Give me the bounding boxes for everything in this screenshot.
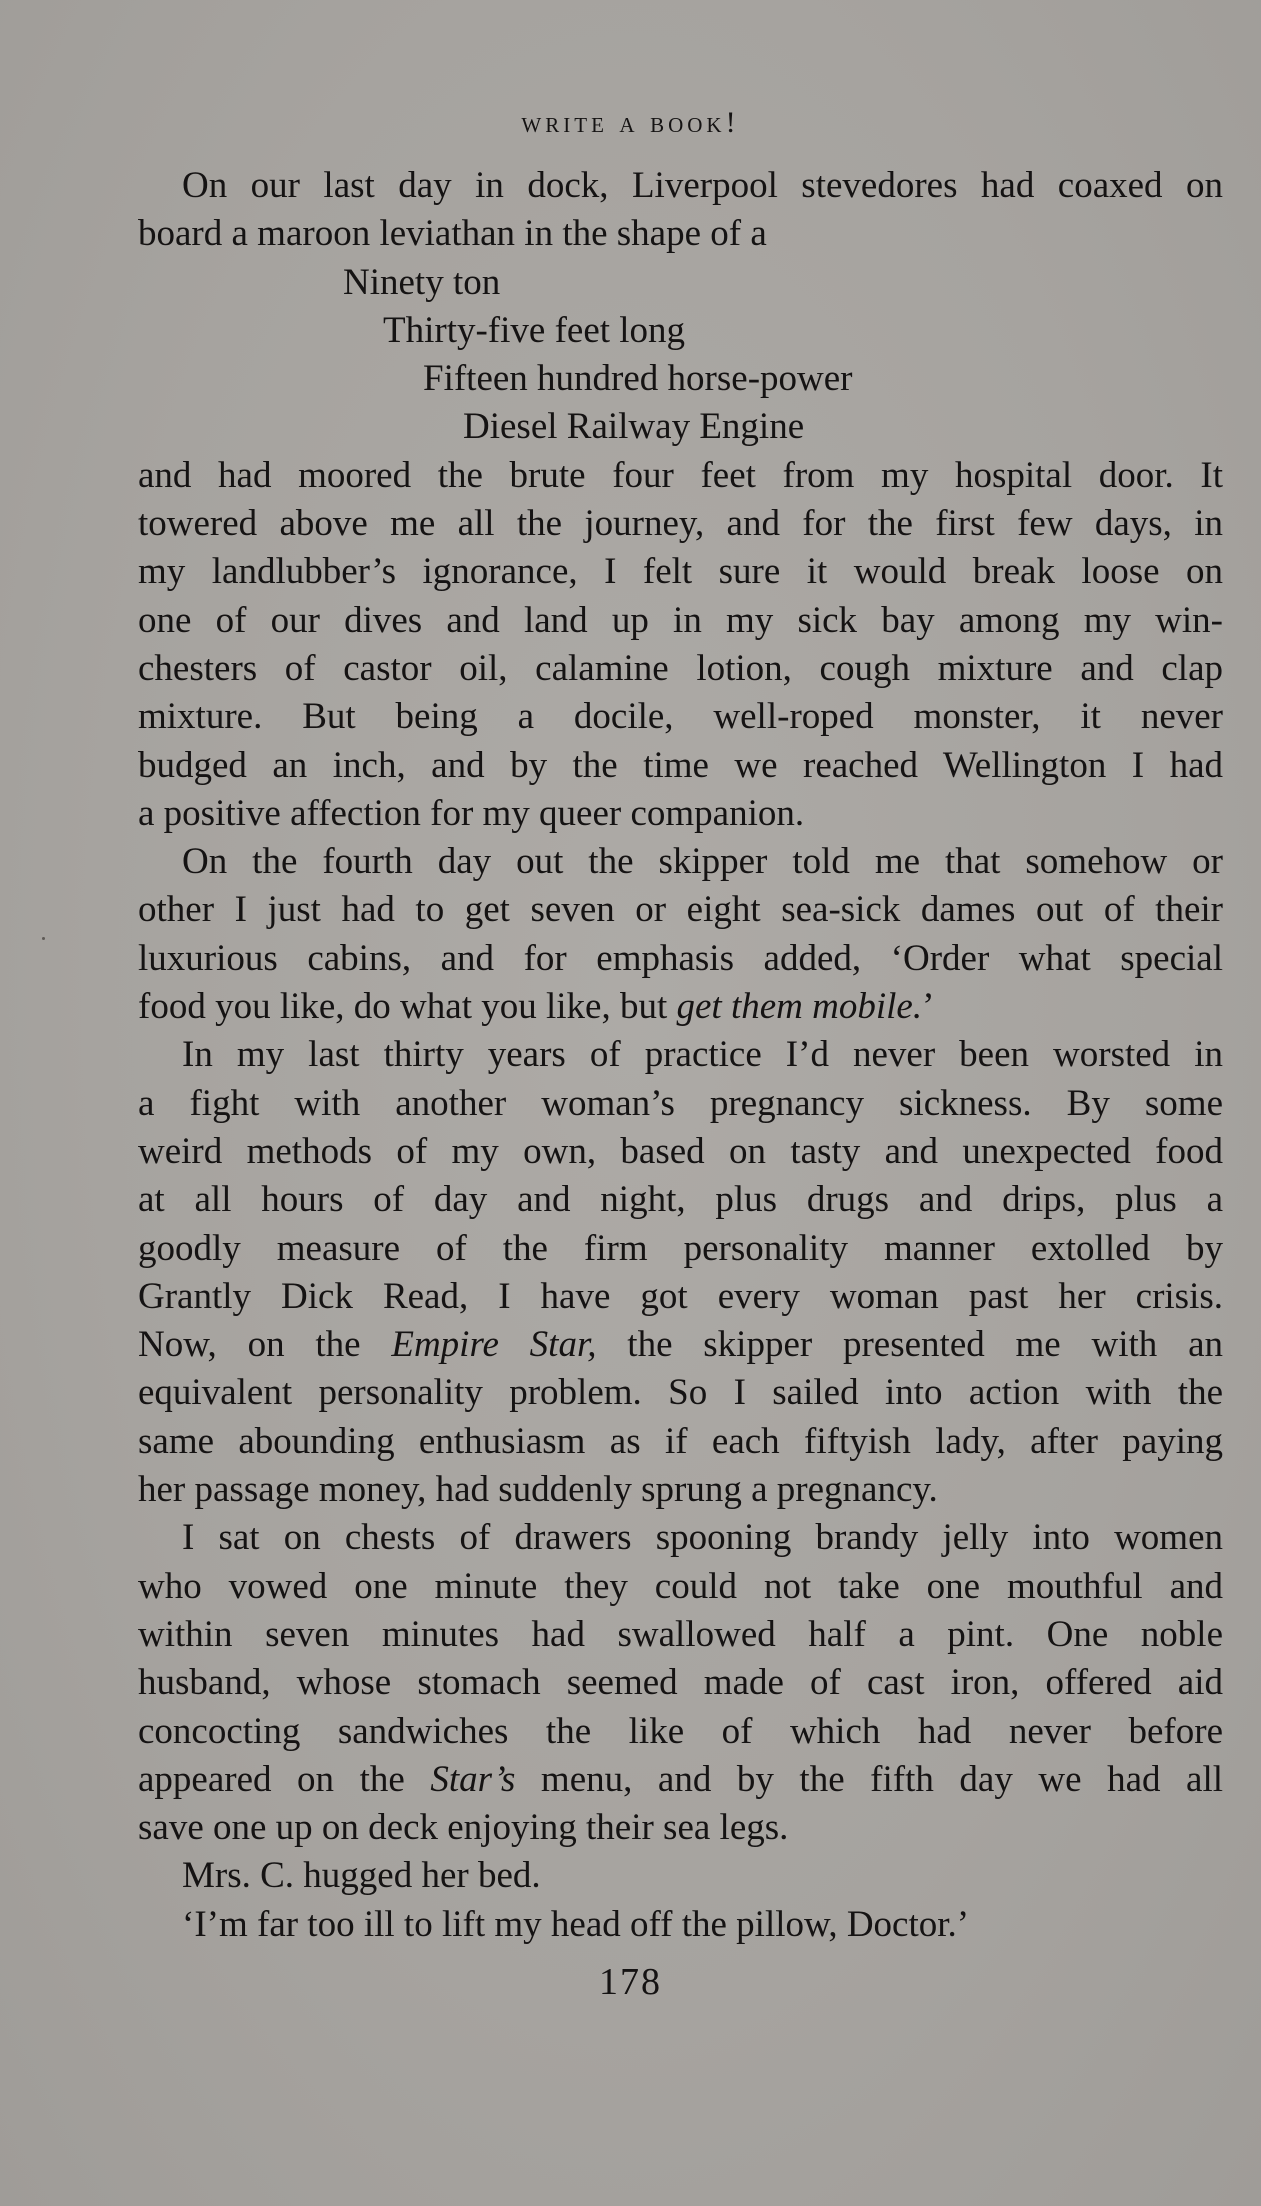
text-fragment: Now, on the (138, 1324, 361, 1366)
text-line: I sat on chests of drawers spooning brandy jelly into women (182, 1517, 1223, 1559)
text-line: concocting sandwiches the like of which had never before (138, 1710, 1223, 1752)
text-line: mixture. But being a docile, well-roped monster, it never (138, 696, 1223, 738)
page-number: 178 (599, 1961, 662, 2003)
text-fragment: appeared on the (138, 1758, 405, 1800)
text-line: husband, whose stomach seemed made of cast iron, offered aid (138, 1662, 1223, 1704)
engine-spec-line: Thirty-five feet long (383, 309, 686, 351)
text-line: On our last day in dock, Liverpool stevedores had coaxed on (182, 165, 1223, 206)
text-line: luxurious cabins, and for emphasis added, ‘Order what special (138, 937, 1223, 979)
text-line: a fight with another woman’s pregnancy sickness. By some (138, 1082, 1223, 1124)
text-fragment: menu, and by the fifth day we had all (515, 1758, 1224, 1800)
ship-name: Empire Star, (391, 1324, 597, 1366)
text-line: at all hours of day and night, plus drugs and drips, plus a (138, 1179, 1223, 1221)
text-line: who vowed one minute they could not take one mouthful and (138, 1565, 1223, 1607)
text-line: a positive affection for my queer companion. (138, 792, 805, 834)
engine-spec-line: Fifteen hundred horse-power (423, 358, 853, 400)
text-line: On the fourth day out the skipper told me that somehow or (182, 841, 1223, 883)
text-line: one of our dives and land up in my sick bay among my win- (138, 599, 1223, 641)
text-line: goodly measure of the firm personality manner extolled by (138, 1227, 1223, 1269)
body-text (138, 162, 1223, 1949)
text-fragment: food you like, do what you like, but (138, 986, 668, 1028)
engine-spec-line: Diesel Railway Engine (463, 406, 805, 448)
text-line (138, 1756, 1223, 1804)
engine-spec-line: Ninety ton (343, 261, 501, 303)
text-line (138, 983, 1223, 1031)
text-line: weird methods of my own, based on tasty and unexpected food (138, 1130, 1223, 1172)
italic-emphasis: get them mobile. (676, 986, 923, 1028)
text-line: same abounding enthusiasm as if each fiftyish lady, after paying (138, 1420, 1223, 1462)
text-line: towered above me all the journey, and for the first few days, in (138, 503, 1223, 545)
closing-quote: ’ (922, 986, 935, 1028)
running-head: write a book! (521, 106, 740, 139)
paper-speck (42, 937, 45, 940)
text-line: chesters of castor oil, calamine lotion, cough mixture and clap (138, 647, 1223, 689)
text-line: Grantly Dick Read, I have got every woman past her crisis. (138, 1275, 1223, 1317)
text-line: In my last thirty years of practice I’d never been worsted in (182, 1034, 1223, 1076)
text-fragment: the skipper presented me with an (596, 1324, 1223, 1366)
text-line: budged an inch, and by the time we reached Wellington I had (138, 744, 1223, 786)
text-line: her passage money, had suddenly sprung a pregnancy. (138, 1469, 938, 1511)
text-line: and had moored the brute four feet from my hospital door. It (138, 454, 1223, 496)
text-line: other I just had to get seven or eight sea-sick dames out of their (138, 889, 1223, 931)
text-line: save one up on deck enjoying their sea legs. (138, 1807, 789, 1849)
text-line (138, 1321, 1223, 1369)
text-line: equivalent personality problem. So I sailed into action with the (138, 1372, 1223, 1414)
text-line: Mrs. C. hugged her bed. (182, 1855, 541, 1897)
text-line: ‘I’m far too ill to lift my head off the pillow, Doctor.’ (182, 1903, 970, 1945)
text-line: board a maroon leviathan in the shape of a (138, 213, 767, 255)
ship-name: Star’s (430, 1758, 516, 1800)
text-line: my landlubber’s ignorance, I felt sure it would break loose on (138, 551, 1223, 593)
text-line: within seven minutes had swallowed half a pint. One noble (138, 1613, 1223, 1655)
